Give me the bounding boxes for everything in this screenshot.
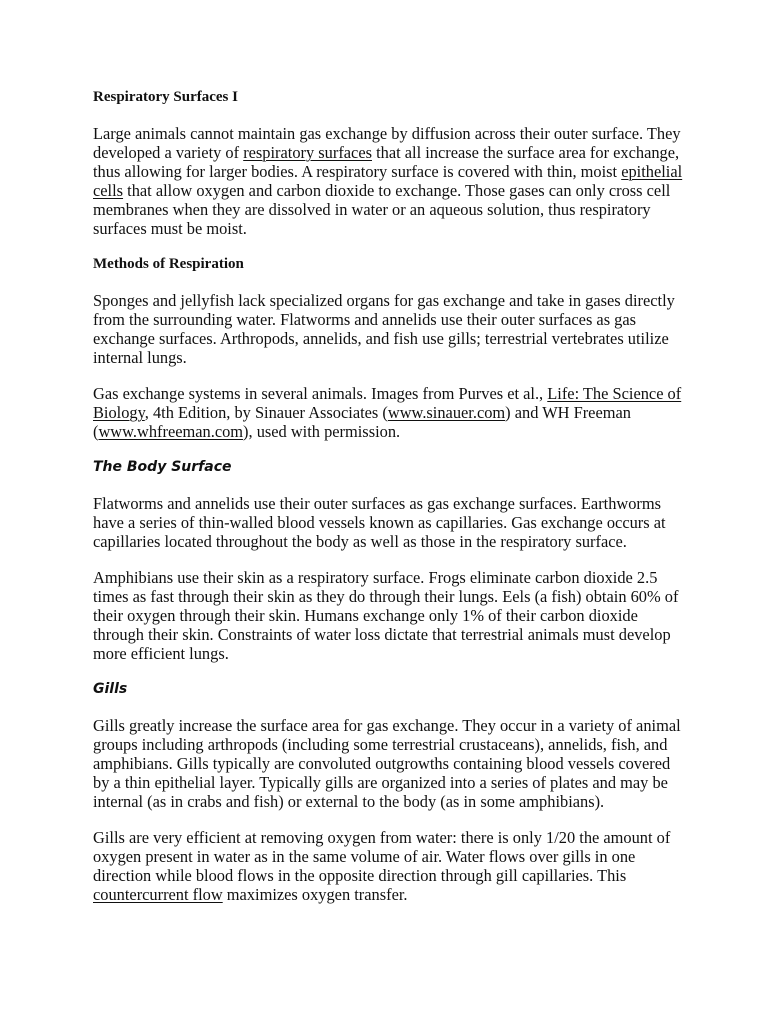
intro-paragraph: [93, 124, 683, 238]
document-title: Respiratory Surfaces I: [93, 89, 238, 105]
gills-efficiency-text-b: maximizes oxygen transfer.: [222, 885, 408, 904]
credits-text-c: ) and WH Freeman (: [93, 403, 631, 441]
epithelial-cells-link[interactable]: epithelial cells: [93, 162, 683, 200]
body-surface-heading: The Body Surface: [93, 459, 232, 475]
credits-text-a: Gas exchange systems in several animals. Images from Purves et al.,: [93, 384, 548, 403]
gills-efficiency-paragraph: [93, 828, 683, 904]
gills-paragraph: Gills greatly increase the surface area for gas exchange. They occur in a variety of animal groups including arthropods (including some terrestrial crustaceans), annelids, fish, and amphibians. Gills typically are convoluted outgrowths containing blood vessels covered by a thin epithelial layer. Typically gills are organized into a series of plates and may be internal (as in crabs and fish) or external to the body (as in some amphibians).: [93, 716, 681, 811]
respiratory-surfaces-link[interactable]: respiratory surfaces: [243, 143, 372, 162]
methods-heading: Methods of Respiration: [93, 256, 244, 272]
credits-text-d: ), used with permission.: [243, 422, 401, 441]
credits-paragraph: [93, 384, 683, 441]
intro-text-c: that allow oxygen and carbon dioxide to exchange. Those gases can only cross cell membranes when they are dissolved in water or an aqueous solution, thus respiratory surfaces must be moist.: [93, 181, 671, 238]
gills-heading: Gills: [93, 681, 128, 697]
intro-text-b: that all increase the surface area for exchange, thus allowing for larger bodies. A respiratory surface is covered with thin, moist: [93, 143, 680, 181]
amphibians-paragraph: Amphibians use their skin as a respiratory surface. Frogs eliminate carbon dioxide 2.5 times as fast through their skin as they do through their lungs. Eels (a fish) obtain 60% of their oxygen through their skin. Humans exchange only 1% of their carbon dioxide through their skin. Constraints of water loss dictate that terrestrial animals must develop more efficient lungs.: [93, 568, 679, 663]
whfreeman-url-link[interactable]: www.whfreeman.com: [98, 422, 244, 441]
credits-text-b: , 4th Edition, by Sinauer Associates (: [144, 403, 388, 422]
book-title-link[interactable]: Life: The Science of Biology: [93, 384, 682, 422]
sinauer-url-link[interactable]: www.sinauer.com: [387, 403, 506, 422]
methods-paragraph: Sponges and jellyfish lack specialized organs for gas exchange and take in gases directly from the surrounding water. Flatworms and annelids use their outer surfaces as gas exchange surfaces. Arthropods, annelids, and fish use gills; terrestrial vertebrates utilize internal lungs.: [93, 291, 675, 367]
intro-text-a: Large animals cannot maintain gas exchange by diffusion across their outer surface. They developed a variety of: [93, 124, 681, 162]
document-page: [93, 88, 683, 921]
body-surface-paragraph: Flatworms and annelids use their outer surfaces as gas exchange surfaces. Earthworms have a series of thin-walled blood vessels known as capillaries. Gas exchange occurs at capillaries located throughout the body as well as those in the respiratory surface.: [93, 494, 666, 551]
gills-efficiency-text-a: Gills are very efficient at removing oxygen from water: there is only 1/20 the amount of oxygen present in water as in the same volume of air. Water flows over gills in one direction while blood flows in the opposite direction through gill capillaries. This: [93, 828, 671, 885]
countercurrent-flow-link[interactable]: countercurrent flow: [93, 885, 223, 904]
